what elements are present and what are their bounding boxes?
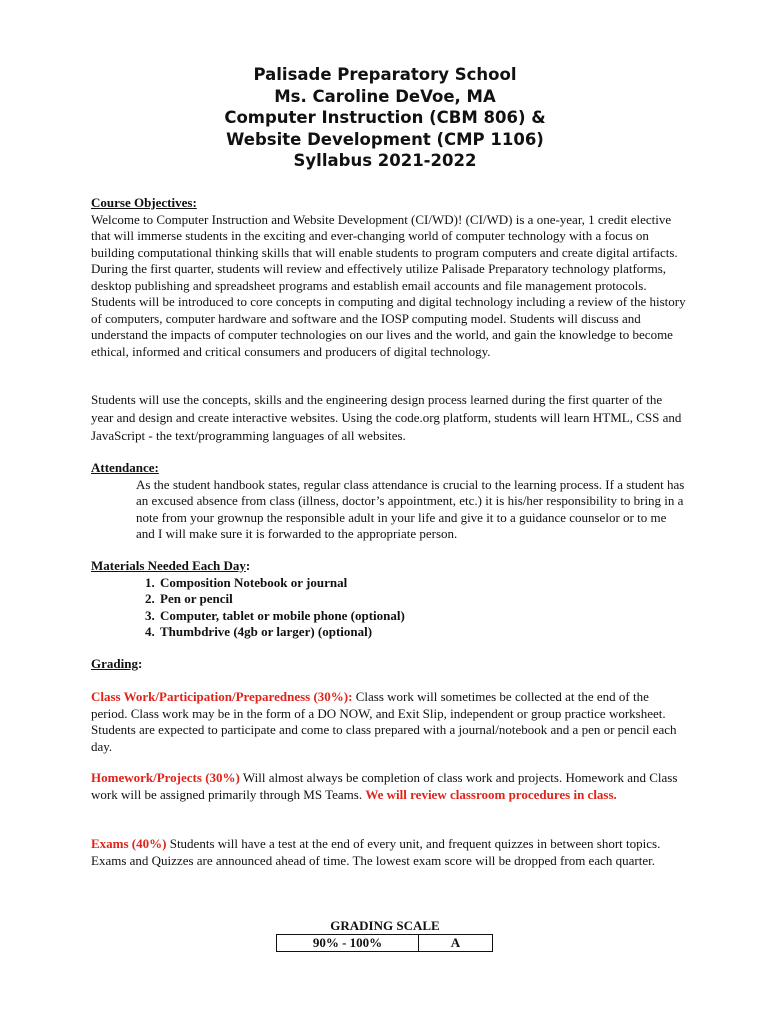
homework-paragraph: [91, 770, 686, 803]
homework-text-block: [91, 770, 686, 803]
course-title-1: Computer Instruction (CBM 806) &: [224, 108, 546, 127]
materials-heading-line: [91, 558, 686, 575]
exams-paragraph: [91, 836, 686, 869]
attendance-text: As the student handbook states, regular class attendance is crucial to the learning process. If a student has an excused absence from class (illness, doctor’s appointment, etc.) it is his/her responsibility to bring in a note from your grownup the responsible adult in your life and give it to a guidance counselor or to me and I will make sure it is forwarded to the appropriate person.: [136, 476, 685, 541]
attendance-heading: Attendance:: [91, 460, 159, 475]
materials-list: [91, 575, 686, 641]
syllabus-year: Syllabus 2021-2022: [293, 151, 477, 170]
homework-text: Will almost always be completion of class work and projects. Homework and Class work will be assigned primarily through MS Teams.: [91, 770, 678, 802]
syllabus-header: [0, 64, 770, 172]
grading-heading-line: [91, 656, 686, 673]
grading-colon: :: [137, 656, 143, 671]
exams-text: Students will have a test at the end of every unit, and frequent quizzes in between short topics. Exams and Quizzes are announced ahead of time. The lowest exam score will be dropped from each quarter.: [91, 836, 661, 868]
grading-scale-table: [276, 934, 493, 952]
objectives-paragraph-1: Welcome to Computer Instruction and Website Development (CI/WD)! (CI/WD) is a one-year, 1 credit elective that will immerse students in the exciting and ever-changing world of computer technology with a focus on building computational thinking skills that will enable students to program computers and create digital artifacts. During the first quarter, students will review and effectively utilize Palisade Preparatory technology platforms, desktop publishing and spreadsheet programs and establish email accounts and file management protocols. Students will be introduced to core concepts in computing and digital technology including a review of the history of computers, computer hardware and software and the IOSP computing model. Students will discuss and understand the impacts of computer technologies on our lives and the world, and gain the knowledge to become ethical, informed and critical consumers and producers of digital technology.: [91, 211, 686, 359]
classwork-paragraph: [91, 689, 686, 755]
grading-scale-title: GRADING SCALE: [330, 918, 440, 933]
classwork-text-block: [91, 689, 686, 755]
homework-label: Homework/Projects (30%): [91, 770, 240, 785]
materials-item: 4. Thumbdrive (4gb or larger) (optional): [158, 624, 686, 641]
letter-grade-cell: A: [419, 935, 493, 952]
grading-heading: Grading: [91, 656, 138, 671]
objectives-paragraph-2: Students will use the concepts, skills and the engineering design process learned during the first quarter of the year and design and create interactive websites. Using the code.org platform, students will learn HTML, CSS and JavaScript - the text/programming languages of all websites.: [91, 392, 682, 443]
materials-item: 2. Pen or pencil: [158, 591, 686, 608]
homework-red-note: We will review classroom procedures in class.: [365, 786, 617, 802]
course-objectives-heading: Course Objectives:: [91, 195, 197, 210]
materials-section: [91, 558, 686, 641]
materials-item: 3. Computer, tablet or mobile phone (optional): [158, 608, 686, 625]
classwork-text: Class work will sometimes be collected at the end of the period. Class work may be in the form of a DO NOW, and Exit Slip, independent or group practice worksheet. Students are expected to participate and come to class prepared with a journal/notebook and a pen or pencil each day.: [91, 689, 677, 754]
school-name: Palisade Preparatory School: [253, 65, 517, 84]
attendance-section: [91, 460, 686, 543]
teacher-name: Ms. Caroline DeVoe, MA: [274, 86, 496, 106]
grading-heading-block: [91, 656, 686, 673]
grade-range-cell: 90% - 100%: [277, 935, 419, 952]
course-objectives-section: [91, 195, 686, 360]
table-row: [277, 935, 493, 952]
course-title-2: Website Development (CMP 1106): [226, 129, 544, 149]
materials-item: 1. Composition Notebook or journal: [158, 575, 686, 592]
materials-colon: :: [245, 558, 251, 573]
objectives-paragraph-2-block: [91, 391, 686, 445]
materials-heading: Materials Needed Each Day: [91, 558, 246, 573]
classwork-label: Class Work/Participation/Preparedness (30%):: [91, 689, 353, 704]
exams-text-block: [91, 836, 686, 869]
exams-label: Exams (40%): [91, 836, 167, 851]
